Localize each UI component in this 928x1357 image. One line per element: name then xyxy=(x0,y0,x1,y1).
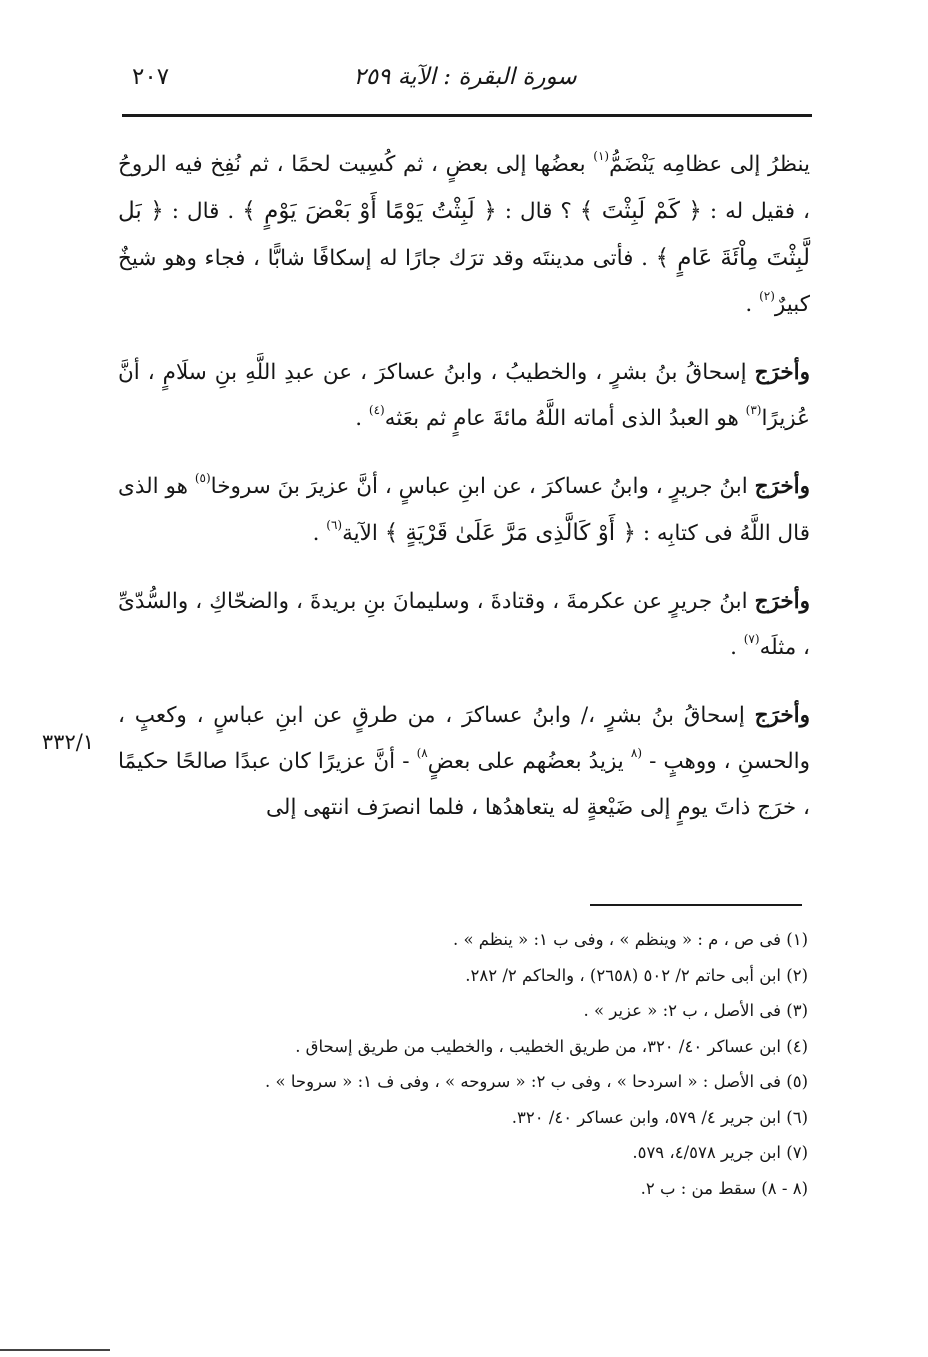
footnote-marker: (٨ xyxy=(630,746,642,760)
paragraph xyxy=(118,464,810,557)
page-header xyxy=(118,60,812,104)
footnote: (٦) ابن جرير ٤/ ٥٧٩، وابن عساكر ٤٠/ ٣٢٠. xyxy=(511,1107,808,1127)
margin-reference: ٣٣٢/١ xyxy=(41,730,95,754)
text-run: بعضُها إلى بعضٍ ، ثم كُسِيت لحمًا ، ثم نُفِخ فيه الروحُ ، فقيل له : xyxy=(118,152,810,224)
footnote-separator xyxy=(590,904,802,906)
running-title: سورة البقرة : الآية ٢٥٩ xyxy=(353,64,577,90)
paragraph xyxy=(118,350,810,442)
text-run: . xyxy=(730,635,744,660)
text-run: ينظرُ إلى عظامِه يَنْضَمُّ xyxy=(609,152,810,177)
text-run: يزيدُ بعضُهم على بعضٍ xyxy=(427,749,631,774)
text-run: . قال : xyxy=(163,199,243,224)
paragraph xyxy=(118,142,810,328)
page-number: ٢٠٧ xyxy=(132,64,170,90)
text-run: ابنُ جريرٍ ، وابنُ عساكرَ ، عن ابنِ عباسٍ ، أنَّ عزيرَ بنَ سروخا xyxy=(210,474,755,499)
footnote-marker: (٤) xyxy=(368,403,385,417)
text-run: . xyxy=(355,406,369,431)
text-run: هو العبدُ الذى أماته اللَّهُ مائةَ عامٍ ثم بعَثه xyxy=(384,406,746,431)
footnote: (٢) ابن أبى حاتم ٢/ ٥٠٢ (٢٦٥٨) ، والحاكم ٢/ ٢٨٢. xyxy=(465,965,808,985)
footnote-marker: (١) xyxy=(593,149,610,163)
paragraph xyxy=(118,693,810,831)
footnote: (٣) فى الأصل ، ب ٢: « عزير » . xyxy=(583,1001,808,1020)
footnote: (١) فى ص ، م : « وينظم » ، وفى ب ١: « ينظم » . xyxy=(452,930,808,949)
scan-edge-line xyxy=(0,1349,110,1351)
footnote-marker: (٥) xyxy=(194,471,211,485)
text-run: . xyxy=(312,521,327,546)
footnotes xyxy=(265,922,808,1206)
footnote: (٨ - ٨) سقط من : ب ٢. xyxy=(640,1178,808,1198)
lead-word: وأخرَج xyxy=(754,474,810,499)
text-run: - أنَّ عزيرًا كان عبدًا صالحًا حكيمًا ، خرَج ذاتَ يومٍ إلى ضَيْعةٍ له يتعاهدُها ، فلما انصرَف انتهى إلى xyxy=(118,749,810,820)
footnote-marker: (٧) xyxy=(743,632,760,646)
text-run: . xyxy=(745,292,760,317)
footnote: (٧) ابن جرير ٤/٥٧٨، ٥٧٩. xyxy=(632,1143,808,1162)
footnote: (٤) ابن عساكر ٤٠/ ٣٢٠، من طريق الخطيب ، والخطيب من طريق إسحاق . xyxy=(295,1036,808,1056)
footnote-marker: (٦) xyxy=(326,518,343,532)
text-run: إسحاقُ بنُ بشرٍ ، والخطيبُ ، وابنُ عساكرَ ، عن عبدِ اللَّهِ بنِ سلَامٍ ، أنَّ عُزيرًا xyxy=(118,360,810,431)
header-rule xyxy=(122,114,812,117)
text-run: الآية xyxy=(342,521,385,546)
text-run: . فأتى مدينتَه وقد ترَك جارًا له إسكافًا شابًّا ، فجاء وهو شيخٌ كبيرٌ xyxy=(118,246,810,317)
footnote-marker: (٣) xyxy=(745,403,762,417)
footnote-marker: ٨) xyxy=(416,746,428,760)
text-run: ؟ قال : xyxy=(496,199,580,224)
quran-quote: ﴿ لَبِثْتُ يَوْمًا أَوْ بَعْضَ يَوْمٍ ﴾ xyxy=(242,198,497,224)
text-run: إسحاقُ بنُ بشرٍ ،/ وابنُ عساكرَ ، من طرقٍ عن ابنِ عباسٍ ، وكعبٍ ، والحسنِ ، ووهبٍ - xyxy=(118,703,811,774)
main-text xyxy=(118,142,810,853)
quran-quote: ﴿ بَل لَّبِثْتَ مِاْئَةَ عَامٍ ﴾ xyxy=(118,198,810,271)
footnote: (٥) فى الأصل : « اسردحا » ، وفى ب ٢: « سروحه » ، وفى ف ١: « سروحا » . xyxy=(265,1072,808,1091)
quran-quote: ﴿ أَوْ كَالَّذِى مَرَّ عَلَىٰ قَرْيَةٍ ﴾ xyxy=(384,520,636,546)
quran-quote: ﴿ كَمْ لَبِثْتَ ﴾ xyxy=(579,198,702,224)
lead-word: وأخرَج xyxy=(754,360,810,385)
text-run: ابنُ جريرٍ عن عكرمةَ ، وقتادةَ ، وسليمانَ بنِ بريدةَ ، والضحّاكِ ، والسُّدّىِّ ، مثلَه xyxy=(118,589,810,660)
footnote-marker: (٢) xyxy=(759,289,775,303)
lead-word: وأخرَج xyxy=(754,589,810,614)
lead-word: وأخرَج xyxy=(754,703,810,728)
paragraph xyxy=(118,579,810,671)
text-run: هو الذى قال اللَّهُ فى كتابِه : xyxy=(118,474,810,546)
